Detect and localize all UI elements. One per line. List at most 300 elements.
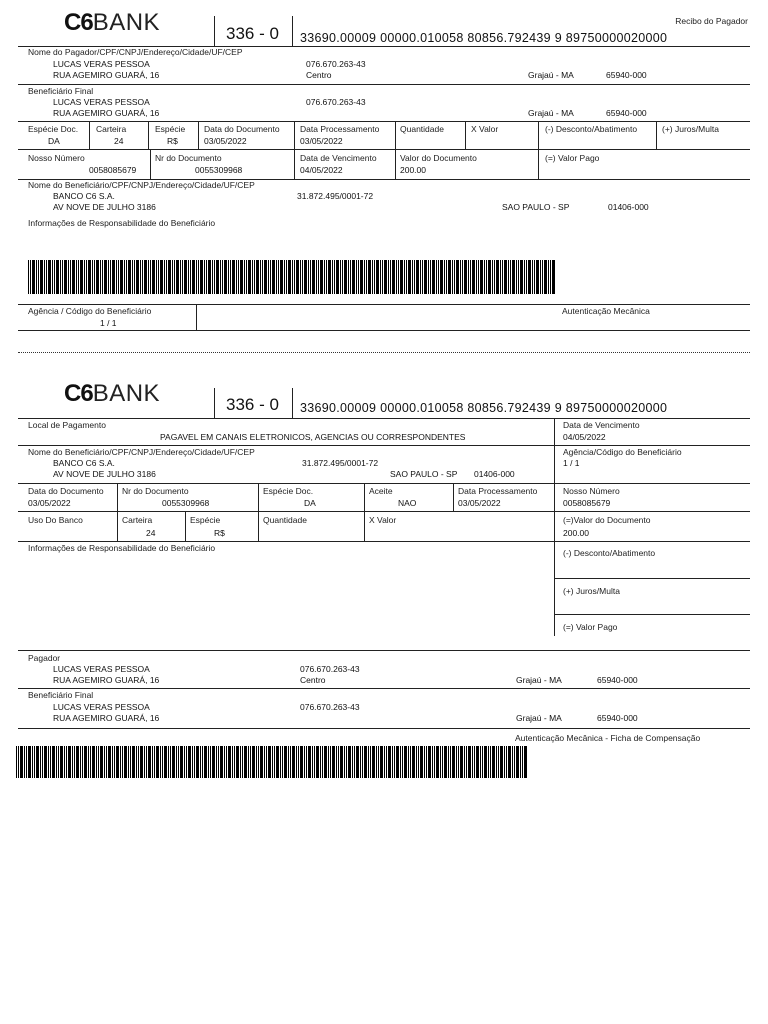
barcode-bar [64, 260, 67, 294]
barcode-bar [328, 260, 331, 294]
barcode-bar [264, 260, 267, 294]
barcode-bar [516, 746, 519, 778]
beneficiario-final-address: RUA AGEMIRO GUARÁ, 16 [53, 108, 160, 118]
barcode-bar [238, 260, 239, 294]
barcode-bar [168, 260, 171, 294]
barcode-bar [446, 260, 447, 294]
barcode-bar [484, 260, 485, 294]
barcode-bar [408, 260, 411, 294]
barcode-bar [216, 260, 219, 294]
barcode-bar [252, 746, 255, 778]
barcode-bar [212, 260, 213, 294]
barcode-bar [300, 260, 301, 294]
especie-doc-label-ficha: Espécie Doc. [263, 486, 314, 496]
barcode-bar [520, 260, 523, 294]
valor-documento-label-ficha: (=)Valor do Documento [563, 515, 651, 525]
barcode-bar [356, 746, 359, 778]
pagador-cpf-ficha: 076.670.263-43 [300, 664, 360, 674]
barcode-bar [382, 260, 383, 294]
barcode-bar [512, 746, 513, 778]
barcode-bar [308, 260, 309, 294]
barcode-bar [220, 260, 221, 294]
barcode-bar [348, 746, 351, 778]
nr-documento-label-ficha: Nr do Documento [122, 486, 189, 496]
barcode-bar [328, 746, 329, 778]
barcode-bar [426, 746, 427, 778]
barcode-bar [364, 746, 367, 778]
barcode-bar [550, 260, 551, 294]
data-processamento-label-ficha: Data Processamento [458, 486, 538, 496]
uso-banco-label: Uso Do Banco [28, 515, 83, 525]
barcode-bar [442, 746, 443, 778]
barcode-bar [184, 260, 187, 294]
barcode-bar [500, 260, 501, 294]
beneficiario-cnpj: 31.872.495/0001-72 [297, 191, 374, 201]
carteira-ficha: 24 [146, 528, 156, 538]
barcode-bar [124, 746, 127, 778]
barcode-bar [216, 746, 217, 778]
barcode-bar [106, 746, 107, 778]
data-documento: 03/05/2022 [204, 136, 247, 146]
barcode-bar [284, 260, 285, 294]
barcode-bar [456, 260, 459, 294]
barcode-bar [334, 260, 335, 294]
barcode-bar [524, 746, 527, 778]
barcode-bar [488, 260, 491, 294]
barcode-bar [56, 260, 59, 294]
barcode-bar [350, 260, 351, 294]
barcode-bar [432, 746, 433, 778]
valor-pago-label: (=) Valor Pago [545, 153, 600, 163]
barcode-bar [78, 260, 79, 294]
barcode-bar [368, 260, 371, 294]
pagador-cidade-ficha: Grajaú - MA [516, 675, 562, 685]
barcode-bar [294, 260, 295, 294]
especie-ficha: R$ [214, 528, 225, 538]
barcode-bar [82, 746, 83, 778]
barcode-bar [394, 746, 395, 778]
barcode-bar [460, 746, 463, 778]
barcode-bar [372, 260, 373, 294]
barcode-bar [524, 260, 525, 294]
barcode-bar [434, 746, 435, 778]
barcode-bar [308, 746, 311, 778]
barcode-bar [244, 746, 247, 778]
barcode-bar [318, 260, 319, 294]
pagador-bairro: Centro [306, 70, 332, 80]
barcode-bar [24, 746, 25, 778]
beneficiario-final-cep: 65940-000 [606, 108, 647, 118]
barcode-bar [348, 260, 349, 294]
barcode-bar [376, 746, 377, 778]
barcode-bar [400, 260, 403, 294]
barcode-bar [422, 260, 423, 294]
barcode-bar [432, 260, 435, 294]
beneficiario-final-cep-ficha: 65940-000 [597, 713, 638, 723]
pagador-address: RUA AGEMIRO GUARÁ, 16 [53, 70, 160, 80]
barcode-bar [492, 260, 493, 294]
barcode-bar [162, 746, 163, 778]
beneficiario-final-name: LUCAS VERAS PESSOA [53, 97, 150, 107]
barcode-bar [454, 260, 455, 294]
barcode-bar [108, 746, 111, 778]
barcode-bar [164, 746, 167, 778]
barcode-bar [304, 746, 305, 778]
beneficiario-cep-ficha: 01406-000 [474, 469, 515, 479]
barcode-bar [364, 260, 365, 294]
barcode-bar [136, 260, 139, 294]
barcode-bar [188, 746, 191, 778]
barcode-bar [384, 260, 387, 294]
beneficiario-final-label-ficha: Beneficiário Final [28, 690, 94, 700]
barcode-bar [32, 260, 35, 294]
valor-documento-label: Valor do Documento [400, 153, 477, 163]
barcode-bar [146, 746, 147, 778]
linha-digitavel[interactable]: 33690.00009 00000.010058 80856.792439 9 89750000020000 [300, 31, 668, 45]
barcode-bar [80, 260, 83, 294]
barcode-bar [300, 746, 303, 778]
cut-line [18, 352, 750, 353]
barcode-bar [480, 746, 481, 778]
barcode-bar [158, 260, 159, 294]
beneficiario-cep: 01406-000 [608, 202, 649, 212]
barcode-bar [496, 746, 497, 778]
barcode-bar [360, 746, 361, 778]
barcode-bar [258, 746, 259, 778]
barcode-bar [44, 260, 45, 294]
pagador-name: LUCAS VERAS PESSOA [53, 59, 150, 69]
barcode-bar [388, 260, 389, 294]
vencimento: 04/05/2022 [300, 165, 343, 175]
aceite-label: Aceite [369, 486, 393, 496]
logo-bold-ficha: C6 [64, 380, 93, 407]
barcode-bar [420, 746, 423, 778]
barcode-bar [152, 746, 153, 778]
barcode-bar [142, 260, 143, 294]
barcode-bar [160, 746, 161, 778]
barcode-bar [236, 260, 237, 294]
barcode-bar [224, 746, 225, 778]
barcode-bar [338, 746, 339, 778]
barcode-bar [288, 260, 291, 294]
barcode-bar [450, 746, 451, 778]
nosso-numero-label-ficha: Nosso Número [563, 486, 620, 496]
barcode-bar [404, 260, 405, 294]
data-processamento-ficha: 03/05/2022 [458, 498, 501, 508]
barcode-bar [86, 260, 87, 294]
bank-code: 336 - 0 [226, 24, 279, 43]
barcode-bar [48, 746, 49, 778]
c6-bank-logo-ficha [64, 382, 160, 406]
barcode-bar [16, 746, 17, 778]
barcode-bar [322, 746, 323, 778]
barcode-bar [316, 260, 317, 294]
barcode-bar [472, 260, 475, 294]
barcode-bar [458, 746, 459, 778]
barcode-bar [18, 746, 19, 778]
barcode-bar [140, 260, 141, 294]
barcode-bar [476, 260, 477, 294]
barcode-bar [88, 746, 89, 778]
barcode-bar [80, 746, 81, 778]
barcode-bar [436, 746, 439, 778]
barcode-bar [284, 746, 287, 778]
barcode-bar [88, 260, 91, 294]
barcode-bar [176, 260, 179, 294]
barcode-bar [76, 260, 77, 294]
bank-code-ficha: 336 - 0 [226, 395, 279, 414]
beneficiario-final-cidade: Grajaú - MA [528, 108, 574, 118]
barcode-bar [98, 746, 99, 778]
barcode-bar [430, 260, 431, 294]
barcode-bar [342, 260, 343, 294]
logo-bold: C6 [64, 9, 93, 36]
barcode-bar [180, 260, 181, 294]
barcode-bar [28, 746, 31, 778]
barcode-bar [474, 746, 475, 778]
agencia-ficha: 1 / 1 [563, 458, 580, 468]
barcode-bar [56, 746, 57, 778]
barcode-bar [68, 260, 69, 294]
barcode-bar [540, 260, 541, 294]
barcode-bar [528, 260, 531, 294]
barcode-bar [262, 260, 263, 294]
barcode-bar [392, 746, 393, 778]
barcode-bar [172, 260, 173, 294]
barcode-bar [234, 746, 235, 778]
barcode-bar [114, 746, 115, 778]
barcode-bar [386, 746, 387, 778]
barcode-bar [70, 260, 71, 294]
barcode-bar [468, 260, 469, 294]
pagador-cidade: Grajaú - MA [528, 70, 574, 80]
beneficiario-final-cpf-ficha: 076.670.263-43 [300, 702, 360, 712]
barcode-bar [424, 260, 427, 294]
barcode-bar [46, 260, 47, 294]
barcode-bar [424, 746, 425, 778]
info-responsabilidade-label: Informações de Responsabilidade do Beneficiário [28, 218, 216, 228]
c6-bank-logo [64, 11, 160, 35]
barcode-bar [192, 746, 193, 778]
barcode-bar [74, 746, 75, 778]
barcode-bar [536, 260, 539, 294]
beneficiario-name: BANCO C6 S.A. [53, 191, 115, 201]
pagador-cpf: 076.670.263-43 [306, 59, 366, 69]
barcode-bar [362, 746, 363, 778]
barcode-bar [330, 746, 331, 778]
pagador-label-ficha: Pagador [28, 653, 61, 663]
barcode-bar [344, 746, 345, 778]
barcode-recibo [28, 260, 556, 294]
barcode-bar [104, 746, 105, 778]
barcode-bar [468, 746, 471, 778]
beneficiario-final-cpf: 076.670.263-43 [306, 97, 366, 107]
barcode-bar [212, 746, 215, 778]
especie-doc-label: Espécie Doc. [28, 124, 79, 134]
barcode-bar [156, 746, 159, 778]
barcode-bar [412, 746, 415, 778]
beneficiario-final-name-ficha: LUCAS VERAS PESSOA [53, 702, 150, 712]
barcode-bar [312, 260, 315, 294]
barcode-bar [148, 746, 151, 778]
barcode-bar [436, 260, 437, 294]
barcode-bar [232, 260, 235, 294]
barcode-bar [208, 746, 209, 778]
barcode-bar [344, 260, 347, 294]
barcode-bar [112, 746, 113, 778]
local-pagamento-label: Local de Pagamento [28, 420, 106, 430]
barcode-bar [156, 260, 157, 294]
barcode-bar [60, 260, 61, 294]
barcode-bar [164, 260, 165, 294]
nosso-numero-ficha: 0058085679 [563, 498, 611, 508]
barcode-bar [92, 260, 93, 294]
barcode-bar [180, 746, 183, 778]
barcode-bar [416, 260, 419, 294]
barcode-bar [52, 260, 53, 294]
barcode-bar [66, 746, 67, 778]
barcode-bar [356, 260, 357, 294]
barcode-bar [92, 746, 95, 778]
barcode-bar [428, 260, 429, 294]
barcode-bar [260, 746, 263, 778]
barcode-bar [90, 746, 91, 778]
barcode-bar [410, 746, 411, 778]
barcode-bar [96, 260, 99, 294]
barcode-bar [336, 746, 337, 778]
quantidade-label-ficha: Quantidade [263, 515, 307, 525]
beneficiario-address-ficha: AV NOVE DE JULHO 3186 [53, 469, 156, 479]
linha-digitavel-ficha[interactable]: 33690.00009 00000.010058 80856.792439 9 89750000020000 [300, 401, 668, 415]
beneficiario-cidade-ficha: SAO PAULO - SP [390, 469, 458, 479]
barcode-bar [132, 746, 135, 778]
barcode-bar [280, 746, 281, 778]
barcode-bar [240, 260, 243, 294]
valor-pago-label-ficha: (=) Valor Pago [563, 622, 618, 632]
barcode-bar [110, 260, 111, 294]
barcode-bar [264, 746, 265, 778]
barcode-bar [144, 260, 147, 294]
barcode-bar [504, 746, 505, 778]
barcode-bar [378, 746, 379, 778]
barcode-bar [230, 260, 231, 294]
beneficiario-label-ficha: Nome do Beneficiário/CPF/CNPJ/Endereço/Cidade/UF/CEP [28, 447, 255, 457]
barcode-bar [246, 260, 247, 294]
barcode-bar [186, 746, 187, 778]
barcode-bar [242, 746, 243, 778]
barcode-bar [252, 260, 253, 294]
barcode-bar [228, 260, 229, 294]
barcode-bar [84, 746, 87, 778]
data-processamento: 03/05/2022 [300, 136, 343, 146]
barcode-bar [58, 746, 59, 778]
barcode-bar [448, 746, 449, 778]
nr-documento: 0055309968 [195, 165, 243, 175]
autenticacao-ficha-label: Autenticação Mecânica - Ficha de Compensação [515, 733, 701, 743]
barcode-bar [472, 746, 473, 778]
barcode-bar [354, 746, 355, 778]
barcode-bar [444, 746, 447, 778]
barcode-bar [150, 260, 151, 294]
barcode-bar [402, 746, 403, 778]
data-documento-label-ficha: Data do Documento [28, 486, 104, 496]
barcode-bar [130, 746, 131, 778]
barcode-bar [256, 260, 259, 294]
barcode-bar [54, 260, 55, 294]
barcode-bar [332, 746, 335, 778]
barcode-bar [498, 746, 499, 778]
barcode-bar [486, 260, 487, 294]
barcode-bar [388, 746, 391, 778]
barcode-bar [148, 260, 149, 294]
barcode-bar [36, 746, 39, 778]
barcode-bar [102, 260, 103, 294]
barcode-bar [240, 746, 241, 778]
barcode-bar [490, 746, 491, 778]
barcode-bar [376, 260, 379, 294]
barcode-bar [224, 260, 227, 294]
barcode-bar [552, 260, 555, 294]
barcode-bar [296, 746, 297, 778]
barcode-bar [118, 260, 119, 294]
barcode-bar [104, 260, 107, 294]
pagador-cep: 65940-000 [606, 70, 647, 80]
barcode-bar [126, 260, 127, 294]
barcode-bar [414, 260, 415, 294]
barcode-bar [496, 260, 499, 294]
barcode-bar [384, 746, 385, 778]
barcode-bar [542, 260, 543, 294]
barcode-bar [502, 260, 503, 294]
carteira: 24 [114, 136, 124, 146]
barcode-bar [154, 746, 155, 778]
barcode-bar [206, 260, 207, 294]
beneficiario-name-ficha: BANCO C6 S.A. [53, 458, 115, 468]
barcode-bar [278, 260, 279, 294]
beneficiario-address: AV NOVE DE JULHO 3186 [53, 202, 156, 212]
barcode-bar [488, 746, 489, 778]
barcode-bar [248, 260, 251, 294]
barcode-bar [380, 746, 383, 778]
barcode-bar [464, 260, 467, 294]
barcode-bar [196, 746, 199, 778]
barcode-bar [192, 260, 195, 294]
barcode-bar [76, 746, 79, 778]
barcode-bar [548, 260, 549, 294]
barcode-bar [116, 746, 119, 778]
vencimento-ficha: 04/05/2022 [563, 432, 606, 442]
barcode-bar [112, 260, 115, 294]
recibo-title: Recibo do Pagador [675, 16, 748, 26]
barcode-bar [440, 746, 441, 778]
logo-light: BANK [92, 9, 161, 36]
barcode-bar [68, 746, 71, 778]
barcode-bar [290, 746, 291, 778]
barcode-bar [396, 746, 399, 778]
vencimento-label-ficha: Data de Vencimento [563, 420, 640, 430]
barcode-bar [396, 260, 397, 294]
autenticacao-mecanica-label: Autenticação Mecânica [562, 306, 650, 316]
barcode-bar [304, 260, 307, 294]
beneficiario-final-address-ficha: RUA AGEMIRO GUARÁ, 16 [53, 713, 160, 723]
barcode-bar [448, 260, 451, 294]
barcode-bar [248, 746, 249, 778]
barcode-bar [48, 260, 51, 294]
barcode-bar [316, 746, 319, 778]
barcode-bar [204, 746, 207, 778]
barcode-bar [38, 260, 39, 294]
barcode-bar [302, 260, 303, 294]
